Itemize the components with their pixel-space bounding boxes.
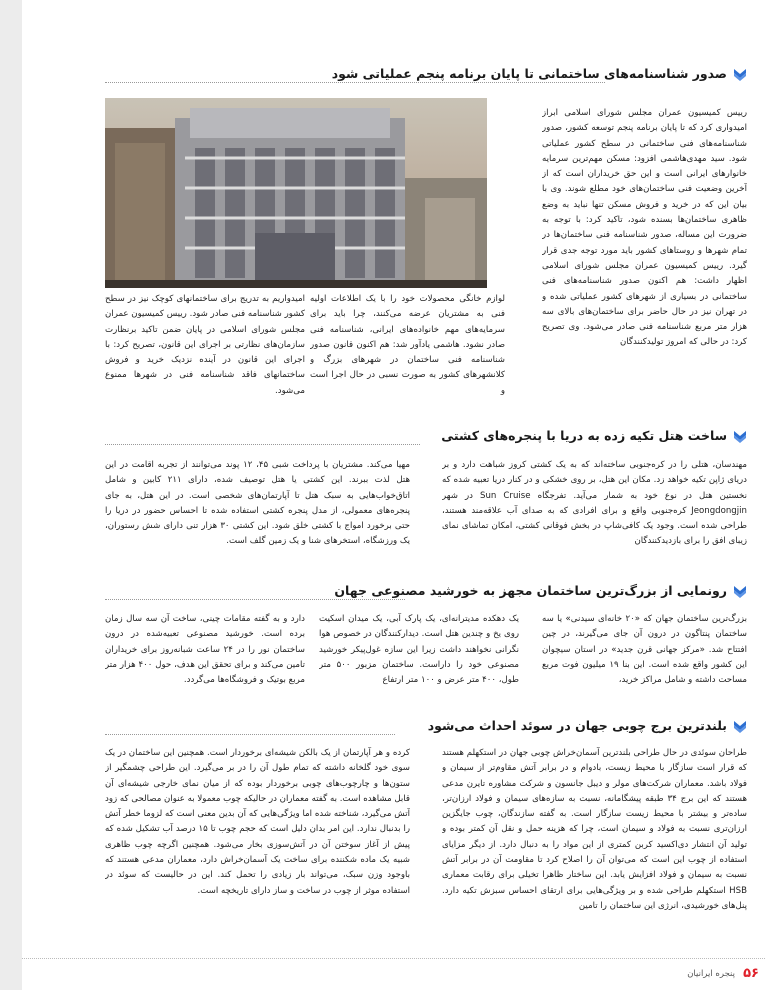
divider <box>105 82 605 83</box>
section-4-title: بلندترین برج چوبی جهان در سوئد احداث می‌شود <box>427 718 727 733</box>
section-4-heading <box>428 718 747 733</box>
section-4-text-left: کرده و هر آپارتمان از یک بالکن شیشه‌ای برخوردار است. همچنین این ساختمان در یک سوی خود گلخانه داشته که تمام طول آن را در بر می‌گیرد. این طراحی چشمگیر از ستون‌ها و چارچوب‌های چوبی برخوردار بوده که از میان نمای خارجی شیشه‌ای آن قابل مشاهده است. به گفته معماران در حالیکه چوب معمولا به عنوان مصالحی که زود آتش می‌گیرد، شناخته شده اما ویژگی‌هایی که آن بدین معنی است که لزوما خطر آتش را بدنبال ندارد. این امر بدان دلیل است که حجم چوب تا ۱۵ درصد آب تشکیل شده که پیش از آغاز سوختن آن در آتش‌سوزی بخار می‌شود. همچنین اگرچه چوب ظاهری شبیه یک ماده شکننده برای ساخت یک آسمان‌خراش دارد، معماران مدعی هستند که باوجود وزن سبک، می‌تواند بار زیادی را تحمل کند. این در حالیست که سوئد در استفاده موثر از چوب در ساخت و ساز دارای تاریخچه است. <box>105 748 410 896</box>
chevron-down-icon <box>733 67 747 81</box>
section-3-column-right <box>542 612 747 694</box>
section-1-text-right: رییس کمیسیون عمران مجلس شورای اسلامی ابراز امیدواری کرد که تا پایان برنامه پنجم توسعه کشور، صدور شناسنامه‌های فنی ساختمانی در سطح کشور عملیاتی شود. سید مهدی‌هاشمی افزود: مسکن مهم‌ترین سرمایه خانوارهای ایرانی است و این حق خریداران است که از آخرین وضعیت فنی ساختمان‌های خود مطلع شوند. وی با بیان این که در خرید و فروش مسکن تنها نباید به وضع ظاهری ساختمان‌ها بسنده شود، تاکید کرد: با توجه به ضرورت این مساله، صدور شناسنامه فنی ساختمان‌ها در تمام شهرها و روستاهای کشور باید مورد توجه جدی قرار گیرد. رییس کمیسیون عمران مجلس شورای اسلامی اظهار داشت: هم اکنون صدور شناسنامه‌های فنی ساختمانی در بسیاری از شهرهای کشور عملیاتی شده و در تهران نیز در حال حاضر برای ساختمان‌های بالای سه هزار متر مربع شناسنامه فنی صادر می‌شود. وی تصریح کرد: در حالی که امروز تولیدکنندگان <box>542 108 747 348</box>
section-3-column-left <box>105 612 305 694</box>
section-2-heading <box>441 428 747 443</box>
section-4-text-right: طراحان سوئدی در حال طراحی بلندترین آسمان‌خراش چوبی جهان در استکهلم هستند که قرار است سازگار با محیط زیست، بادوام و در برابر آتش مقاوم‌تر از سیمان و فولاد باشد. معماران شرکت‌های مولر و دیبل جانسون و شرکت مشاوره تایرن مدعی هستند که این برج ۳۴ طبقه پیشگامانه، نسبت به سازه‌های سیمان و فولاد ارزان‌تر، ساده‌تر و بیشتر با محیط زیست سازگار است. به گفته سازندگان، چوب جایگزین ارزان‌تری نسبت به فولاد و سیمان است، چرا که هزینه حمل و نقل آن کمتر بوده و تولید آن انتشار دی‌اکسید کربن کمتری از این مواد را به دنبال دارد. از دیگر مزایای استفاده از چوب این است که می‌توان آن را اصلاح کرد تا مقاومت آن در برابر آتش نسبت به سیمان و فولاد افزایش یابد. این ساختار ظاهرا تخیلی برای رقابت معماری HSB استکهلم طراحی شده و بر ویژگی‌هایی برای ارتقای احساس سبزش تکیه دارد. پنل‌های خورشیدی، انرژی این ساختمان را تامین <box>442 748 747 911</box>
section-2-title: ساخت هتل تکیه زده به دریا با پنجره‌های کشتی <box>441 428 727 443</box>
divider <box>105 734 395 735</box>
magazine-name: پنجره ایرانیان <box>687 969 735 979</box>
section-3-text-left: دارد و به گفته مقامات چینی، ساخت آن سه سال زمان برده است. خورشید مصنوعی تعبیه‌شده در درون ساختمان نور را در ۲۴ ساعت شبانه‌روز برای خریداران تامین می‌کند و برای تحقق این هدف، حول ۴۰۰ هزار متر مربع بوتیک و فروشگاه‌ها می‌گردد. <box>105 614 305 686</box>
section-3-text-middle: یک دهکده مدیترانه‌ای، یک پارک آبی، یک میدان اسکیت روی یخ و چندین هتل است. دیدارکنندگان در خصوص هوا نگرانی نخواهند داشت زیرا این سازه غول‌پیکر خورشید مصنوعی خود را داراست. ساختمان مزبور ۵۰۰ متر طول، ۴۰۰ متر عرض و ۱۰۰ متر ارتفاع <box>319 614 519 686</box>
chevron-down-icon <box>733 584 747 598</box>
section-4-column-right <box>442 746 747 948</box>
section-2-text-right: مهندسان، هتلی را در کره‌جنوبی ساخته‌اند که به یک کشتی کروز شباهت دارد و بر دریای ژاپن تکیه خواهد زد. مکان این هتل، بر روی خشکی و در کنار دریا تعبیه شده که نخستین هتل در نوع خود به شمار می‌آید. تفرجگاه Sun Cruise در شهر Jeongdongjin کره‌جنوبی واقع و برای افرادی که به صدای آب علاقه‌مند هستند، طراحی شده است. وجود یک کافی‌شاپ در بخش فوقانی کشتی، امکان تماشای نمای زیبای افق را برای بازدیدکنندگان <box>442 460 747 547</box>
section-3-column-middle <box>319 612 519 694</box>
section-1-text-left: امیدواریم به تدریج برای ساختمانهای کوچک نیز در سطح کشور شناسنامه فنی صادر شود. رییس کمیسیون عمران مجلس شورای اسلامی در پایان ضمن تاکید برنظارت سازمان‌های نظارتی بر اجرای این قانون، تصریح کرد: با اجرای این قانون در آینده نزدیک خرید و فروش ساختمانهای فاقد شناسنامه فنی در شهرها ممنوع می‌شود. <box>105 294 305 396</box>
building-photo <box>105 98 487 288</box>
section-2-column-left <box>105 458 410 558</box>
section-1-text-middle: لوازم خانگی محصولات خود را با یک اطلاعات اولیه فنی به مشتریان عرضه می‌کنند، چرا باید برای سرمایه‌های مهم خانواده‌های ایرانی، شناسنامه فنی صادر نشود. هاشمی یادآور شد: هم اکنون قانون صدور شناسنامه فنی ساختمان در شهرهای بزرگ و کلانشهرهای کشور به صورت نسبی در حال اجرا است و <box>310 294 505 396</box>
section-2-text-left: مهیا می‌کند. مشتریان با پرداخت شبی ۴۵، ۱۲ پوند می‌توانند از تجربه اقامت در این هتل لذت ببرند. این کشتی یا هتل توصیف شده، دارای ۲۱۱ کابین و شامل اتاق‌خواب‌هایی به سبک هتل تا آپارتمان‌های شخصی است. در این هتل، به جای پنجره‌های معمولی، از مدل پنجره کشتی استفاده شده تا احساس حضور در دریا را حتی برخورد امواج با کشتی خلق شود. این کشتی ۳۰ هزار تنی دارای شش رستوران، یک ورزشگاه، استخرهای شنا و یک زمین گلف است. <box>105 460 410 547</box>
section-3-heading <box>334 583 747 598</box>
section-1-title: صدور شناسنامه‌های ساختمانی تا پایان برنامه پنجم عملیاتی شود <box>331 66 727 81</box>
section-1-column-middle <box>310 292 505 407</box>
page-number: ۵۶ <box>743 966 759 981</box>
footer-divider <box>22 958 765 959</box>
chevron-down-icon <box>733 429 747 443</box>
section-3-title: رونمایی از بزرگ‌ترین ساختمان مجهز به خورشید مصنوعی جهان <box>334 583 727 598</box>
divider <box>105 444 420 445</box>
section-1-column-left <box>105 292 305 407</box>
section-2-column-right <box>442 458 747 558</box>
section-4-column-left <box>105 746 410 948</box>
chevron-down-icon <box>733 719 747 733</box>
magazine-page <box>22 0 765 990</box>
divider <box>105 599 405 600</box>
section-1-column-right <box>542 106 747 406</box>
section-1-heading <box>332 66 747 81</box>
section-3-text-right: بزرگ‌ترین ساختمان جهان که «۲۰ خانه‌ای سیدنی» یا سه ساختمان پنتاگون در درون آن جای می‌گیرند، در چین افتتاح شد. «مرکز جهانی قرن جدید» در استان سیچوان این کشور واقع شده است. این بنا ۱۹ میلیون فوت مربع مساحت داشته و شامل مراکز خرید، <box>542 614 747 686</box>
